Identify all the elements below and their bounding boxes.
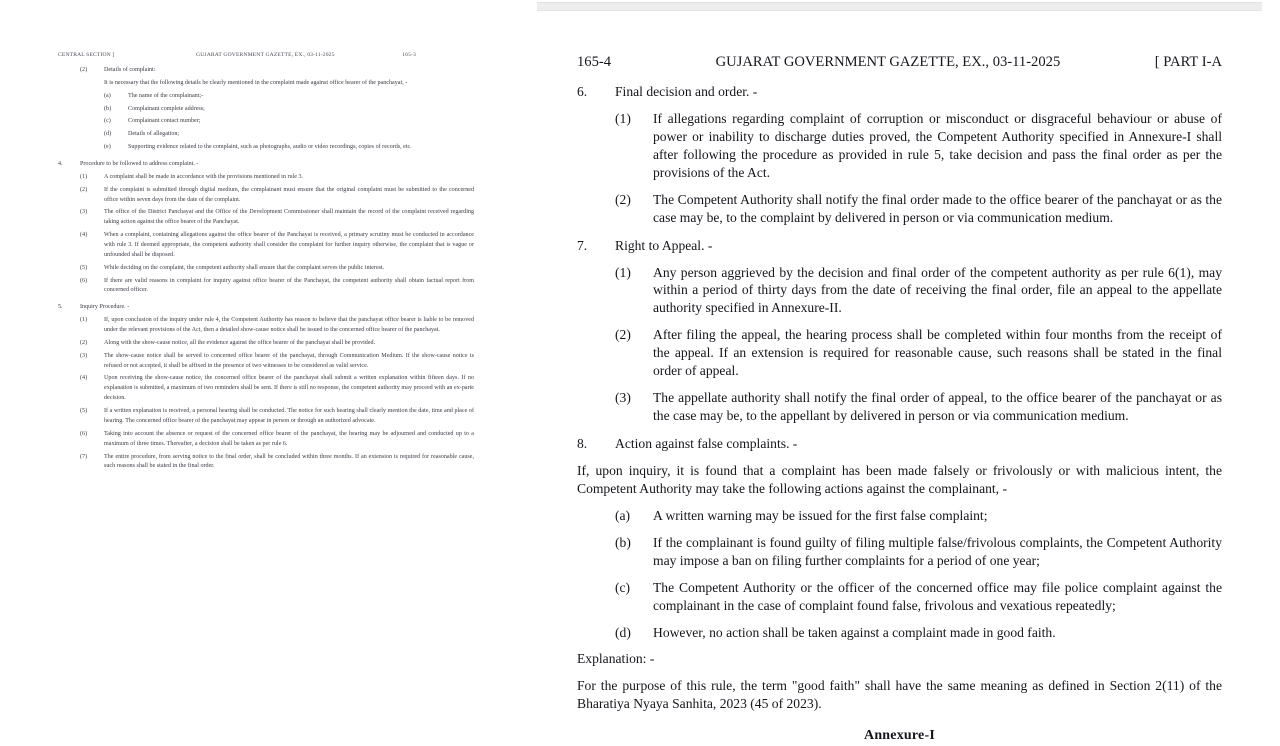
clause-text: Details of allegation;	[128, 131, 180, 138]
clause-marker: (2)	[80, 339, 88, 346]
clause-marker: (1)	[615, 264, 631, 280]
clause-text: If, upon inquiry, it is found that a complaint has been made falsely or frivolously or with malicious intent, the Competent Authority may take the following actions against the complainant, -	[577, 462, 1222, 496]
right-header-part-label: [ PART I-A	[1154, 54, 1222, 70]
clause-marker: (1)	[80, 173, 88, 180]
clause-text: The appellate authority shall notify the final order of appeal, to the office bearer of the panchayat or as the case may be, to the appellant by delivered in person or via communication medium.	[653, 390, 1222, 424]
lettered-clause-row	[577, 624, 1222, 642]
clause-text: Upon receiving the show-cause notice, the concerned office bearer of the panchayat shall submit a written explanation within fifteen days. If no explanation is submitted, a maximum of two reminders shall be sent. If there is still no response, the competent authority may proceed with an ex-parte decision.	[104, 375, 474, 402]
numbered-clause-row	[58, 453, 474, 473]
section-heading-row	[577, 435, 1222, 453]
page-top-edge-bar	[537, 2, 1262, 11]
clause-marker: 7.	[577, 237, 588, 253]
numbered-clause-row	[58, 277, 474, 297]
right-page-header	[577, 53, 1222, 72]
clause-marker: (2)	[615, 191, 631, 207]
numbered-clause-row	[577, 389, 1222, 425]
lettered-clause-row	[58, 117, 474, 127]
clause-marker: 8.	[577, 436, 588, 451]
clause-marker: (3)	[80, 209, 88, 216]
numbered-clause-row	[58, 231, 474, 261]
numbered-clause-row	[58, 264, 474, 274]
paragraph-row	[58, 79, 474, 89]
clause-text: If the complainant is found guilty of filing multiple false/frivolous complaints, the Competent Authority may impose a ban on filing further complaints for a period of one year;	[653, 534, 1222, 568]
clause-text: Explanation: -	[577, 651, 655, 667]
clause-marker: (3)	[615, 390, 631, 406]
lettered-clause-row	[577, 534, 1222, 570]
numbered-clause-row	[58, 66, 474, 76]
clause-marker: 6.	[577, 84, 588, 99]
clause-marker: (7)	[80, 453, 88, 460]
clause-text: When a complaint, containing allegations against the office bearer of the Panchayat is received, a primary scrutiny must be conducted in accordance with rule 3. If deemed appropriate, the competent authority shall consider the complaint for further inquiry otherwise, the complaint that is vague or unfounded shall be disposed.	[104, 232, 474, 258]
clause-text: The entire procedure, from serving notice to the final order, shall be concluded within three months. If an extension is required for reasonable cause, such reasons shall be stated in the final order.	[104, 453, 474, 470]
clause-marker: 5.	[58, 304, 63, 311]
numbered-clause-row	[577, 110, 1222, 182]
clause-text: For the purpose of this rule, the term "good faith" shall have the same meaning as defined in Section 2(11) of the Bharatiya Nyaya Sanhita, 2023 (45 of 2023).	[577, 678, 1222, 712]
left-page-header	[58, 51, 416, 60]
paragraph-row	[577, 650, 1222, 668]
left-header-section-label: CENTRAL SECTION ]	[58, 52, 115, 58]
numbered-clause-row	[577, 191, 1222, 227]
right-header-page-number: 165-4	[577, 54, 612, 70]
right-page-body	[577, 83, 1222, 746]
section-heading-text: Action against false complaints. -	[615, 436, 798, 451]
numbered-clause-row	[58, 374, 474, 404]
clause-text: If, upon conclusion of the inquiry under rule 4, the Competent Authority has reason to believe that the panchayat office bearer is liable to be removed under the relevant provisions of the Act, then a detailed show-cause notice shall be issued to the concerned office bearer of the panchayat.	[104, 317, 474, 334]
clause-marker: (5)	[80, 264, 88, 271]
section-heading-row	[577, 83, 1222, 101]
clause-text: Complainant contact number;	[128, 118, 201, 125]
clause-marker: (2)	[615, 327, 631, 343]
clause-text: Taking into account the absence or request of the concerned office bearer of the panchayat, the hearing may be adjourned and conducted up to a maximum of three times. Thereafter, a decision shall be taken as per rule 6.	[104, 430, 474, 447]
clause-text: If there are valid reasons in complaint for inquiry against office bearer of the Panchayat, the competent authority shall obtain factual report from concerned officer.	[104, 277, 474, 294]
clause-marker: (d)	[104, 131, 112, 138]
section-heading-text: Final decision and order. -	[615, 84, 758, 99]
clause-text: The office of the District Panchayat and the Office of the Development Commissioner shall maintain the record of the complaint received regarding taking action against the office bearer of the Panchayat.	[104, 209, 474, 226]
lettered-clause-row	[58, 130, 474, 140]
left-header-gazette-title: GUJARAT GOVERNMENT GAZETTE, EX., 03-11-2025	[196, 52, 335, 58]
left-header-page-number: 165-3	[402, 52, 416, 58]
clause-marker: (b)	[615, 534, 631, 550]
clause-marker: (3)	[80, 352, 88, 359]
clause-text: While deciding on the complaint, the competent authority shall ensure that the complaint serves the public interest.	[104, 264, 385, 271]
left-page-body	[58, 66, 474, 475]
clause-marker: (a)	[615, 507, 631, 523]
clause-text: Any person aggrieved by the decision and final order of the competent authority as per rule 6(1), may within a period of thirty days from the date of receiving the final order, file an appeal to the appellate authority specified in Annexure-II.	[653, 264, 1222, 316]
clause-text: If allegations regarding complaint of corruption or misconduct or disgraceful behaviour or abuse of power or inability to discharge duties proved, the Competent Authority specified in Annexure-I shall after following the procedure as provided in rule 5, take decision and pass the final order as per the provisions of the Act.	[653, 110, 1222, 180]
lettered-clause-row	[58, 105, 474, 115]
section-heading-text: Procedure to be followed to address complaint. -	[80, 161, 199, 168]
clause-marker: (4)	[80, 375, 88, 382]
clause-text: The Competent Authority shall notify the final order made to the office bearer of the panchayat or as the case may be, to the complaint by delivered in person or via communication medium.	[653, 191, 1222, 225]
lettered-clause-row	[577, 507, 1222, 525]
clause-text: It is necessary that the following details be clearly mentioned in the complaint made against office bearer of the panchayat, -	[104, 79, 408, 86]
clause-text: The name of the complainant;-	[128, 92, 204, 99]
clause-text: If the complaint is submitted through digital medium, the complainant must ensure that the original complaint must be submitted to the concerned office within seven days from the date of the complaint.	[104, 186, 474, 203]
section-heading-text: Inquiry Procedure. -	[80, 304, 130, 311]
section-heading-row	[58, 160, 474, 170]
clause-text: A complaint shall be made in accordance with the provisions mentioned in rule 3.	[104, 173, 304, 180]
clause-marker: (c)	[615, 579, 631, 595]
clause-text: The show-cause notice shall be served to concerned office bearer of the panchayat, through Communication Medium. If the show-cause notice is refused or not accepted, it shall be affixed in the presence of two witnesses to be considered as valid service.	[104, 352, 474, 369]
clause-text: Supporting evidence related to the complaint, such as photographs, audio or video recordings, copies of records, etc.	[128, 144, 412, 151]
section-heading-row	[58, 303, 474, 313]
numbered-clause-row	[577, 326, 1222, 380]
clause-marker: (d)	[615, 624, 631, 640]
clause-marker: 4.	[58, 161, 63, 168]
numbered-clause-row	[58, 339, 474, 349]
clause-marker: (2)	[80, 186, 88, 193]
clause-text: If a written explanation is received, a personal hearing shall be conducted. The notice for such hearing shall clearly mention the date, time and place of hearing. The concerned office bearer of the panchayat may appear in person or through an authorized advocate.	[104, 408, 474, 424]
paragraph-row	[577, 677, 1222, 713]
clause-text: The Competent Authority or the officer of the concerned office may file police complaint against the complainant in the case of complaint found false, frivolous and vexatious repeatedly;	[653, 579, 1222, 613]
clause-marker: (5)	[80, 408, 88, 415]
paragraph-row	[577, 462, 1222, 498]
clause-marker: (a)	[104, 92, 111, 99]
clause-text: Details of complaint:	[104, 67, 156, 73]
clause-text: A written warning may be issued for the first false complaint;	[653, 507, 988, 523]
clause-marker: (2)	[80, 67, 88, 73]
numbered-clause-row	[58, 208, 474, 228]
clause-marker: (e)	[104, 144, 111, 151]
clause-text: However, no action shall be taken against a complaint made in good faith.	[653, 624, 1056, 640]
numbered-clause-row	[58, 407, 474, 427]
numbered-clause-row	[58, 430, 474, 450]
clause-marker: (4)	[80, 232, 88, 239]
clause-text: After filing the appeal, the hearing process shall be completed within four months from the receipt of the appeal. If an extension is required for reasonable cause, such reasons shall be stated in the final order of appeal.	[653, 327, 1222, 379]
numbered-clause-row	[58, 352, 474, 372]
clause-marker: (1)	[615, 110, 631, 126]
lettered-clause-row	[58, 92, 474, 102]
lettered-clause-row	[58, 143, 474, 153]
clause-marker: (6)	[80, 277, 88, 284]
clause-text: Along with the show-cause notice, all the evidence against the office bearer of the panchayat shall be provided.	[104, 339, 376, 346]
numbered-clause-row	[58, 173, 474, 183]
clause-marker: (1)	[80, 317, 88, 324]
right-header-gazette-title: GUJARAT GOVERNMENT GAZETTE, EX., 03-11-2025	[715, 54, 1061, 70]
lettered-clause-row	[577, 579, 1222, 615]
clause-marker: (6)	[80, 430, 88, 437]
clause-text: Complainant complete address;	[128, 105, 205, 112]
clause-marker: (c)	[104, 118, 111, 125]
numbered-clause-row	[58, 186, 474, 206]
numbered-clause-row	[58, 316, 474, 336]
gazette-page-165-4	[537, 11, 1262, 744]
section-heading-row	[577, 237, 1222, 255]
section-heading-text: Right to Appeal. -	[615, 237, 713, 253]
gazette-page-165-3	[0, 0, 500, 720]
annexure-heading: Annexure-I	[864, 728, 935, 744]
clause-marker: (b)	[104, 105, 112, 112]
numbered-clause-row	[577, 264, 1222, 318]
